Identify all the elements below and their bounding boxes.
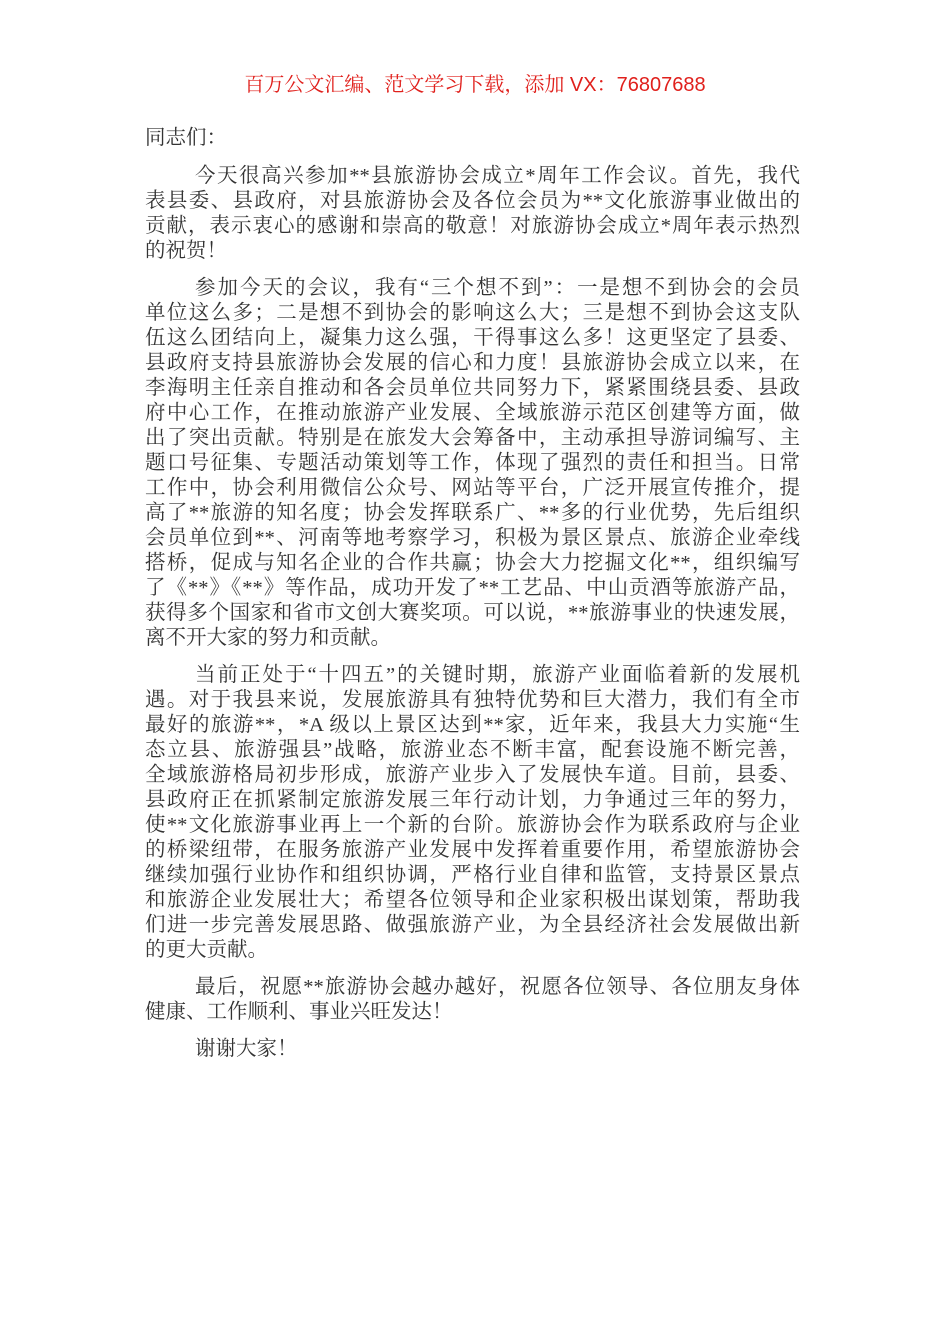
text-line: 贡献，表示衷心的感谢和崇高的敬意！对旅游协会成立*周年表示热烈 xyxy=(145,215,800,237)
text-line: 谢谢大家！ xyxy=(195,1038,298,1060)
text-line: 的桥梁纽带，在服务旅游产业发展中发挥着重要作用，希望旅游协会 xyxy=(145,839,800,861)
text-line: 离不开大家的努力和贡献。 xyxy=(145,627,391,649)
text-line: 单位这么多；二是想不到协会的影响这么大；三是想不到协会这支队 xyxy=(145,302,800,324)
text-line: 的更大贡献。 xyxy=(145,939,268,961)
text-line: 最后，祝愿**旅游协会越办越好，祝愿各位领导、各位朋友身体 xyxy=(195,976,800,998)
text-line: 今天很高兴参加**县旅游协会成立*周年工作会议。首先，我代 xyxy=(195,165,800,187)
text-line: 当前正处于“十四五”的关键时期，旅游产业面临着新的发展机 xyxy=(195,664,800,686)
paragraph xyxy=(145,1037,800,1062)
text-line: 伍这么团结向上，凝集力这么强，干得事这么多！这更坚定了县委、 xyxy=(145,327,800,349)
document-body xyxy=(145,126,800,1074)
salutation: 同志们： xyxy=(145,127,227,149)
text-line: 使**文化旅游事业再上一个新的台阶。旅游协会作为联系政府与企业 xyxy=(145,814,800,836)
text-line: 工作中，协会利用微信公众号、网站等平台，广泛开展宣传推介，提 xyxy=(145,477,800,499)
text-line: 高了**旅游的知名度；协会发挥联系广、**多的行业优势，先后组织 xyxy=(145,502,800,524)
paragraph xyxy=(145,975,800,1025)
text-line: 出了突出贡献。特别是在旅发大会筹备中，主动承担导游词编写、主 xyxy=(145,427,800,449)
text-line: 获得多个国家和省市文创大赛奖项。可以说，**旅游事业的快速发展， xyxy=(145,602,800,624)
text-line: 表县委、县政府，对县旅游协会及各位会员为**文化旅游事业做出的 xyxy=(145,190,800,212)
paragraphs xyxy=(145,164,800,1062)
paragraph xyxy=(145,276,800,651)
text-line: 的祝贺！ xyxy=(145,240,227,262)
text-line: 了《**》《**》等作品，成功开发了**工艺品、中山贡酒等旅游产品， xyxy=(145,577,800,599)
text-line: 们进一步完善发展思路、做强旅游产业，为全县经济社会发展做出新 xyxy=(145,914,800,936)
text-line: 和旅游企业发展壮大；希望各位领导和企业家积极出谋划策，帮助我 xyxy=(145,889,800,911)
paragraph xyxy=(145,164,800,264)
text-line: 参加今天的会议，我有“三个想不到”：一是想不到协会的会员 xyxy=(195,277,800,299)
text-line: 遇。对于我县来说，发展旅游具有独特优势和巨大潜力，我们有全市 xyxy=(145,689,800,711)
text-line: 健康、工作顺利、事业兴旺发达！ xyxy=(145,1001,453,1023)
text-line: 李海明主任亲自推动和各会员单位共同努力下，紧紧围绕县委、县政 xyxy=(145,377,800,399)
text-line: 府中心工作，在推动旅游产业发展、全域旅游示范区创建等方面，做 xyxy=(145,402,800,424)
text-line: 最好的旅游**，*A 级以上景区达到**家，近年来，我县大力实施“生 xyxy=(145,714,800,736)
text-line: 搭桥，促成与知名企业的合作共赢；协会大力挖掘文化**，组织编写 xyxy=(145,552,800,574)
text-line: 继续加强行业协作和组织协调，严格行业自律和监管，支持景区景点 xyxy=(145,864,800,886)
text-line: 题口号征集、专题活动策划等工作，体现了强烈的责任和担当。日常 xyxy=(145,452,800,474)
watermark-header: 百万公文汇编、范文学习下载，添加 VX：76807688 xyxy=(244,74,706,96)
text-line: 态立县、旅游强县”战略，旅游业态不断丰富，配套设施不断完善， xyxy=(145,739,800,761)
text-line: 全域旅游格局初步形成，旅游产业步入了发展快车道。目前，县委、 xyxy=(145,764,800,786)
text-line: 县政府正在抓紧制定旅游发展三年行动计划，力争通过三年的努力， xyxy=(145,789,800,811)
paragraph xyxy=(145,663,800,963)
text-line: 会员单位到**、河南等地考察学习，积极为景区景点、旅游企业牵线 xyxy=(145,527,800,549)
text-line: 县政府支持县旅游协会发展的信心和力度！县旅游协会成立以来，在 xyxy=(145,352,800,374)
